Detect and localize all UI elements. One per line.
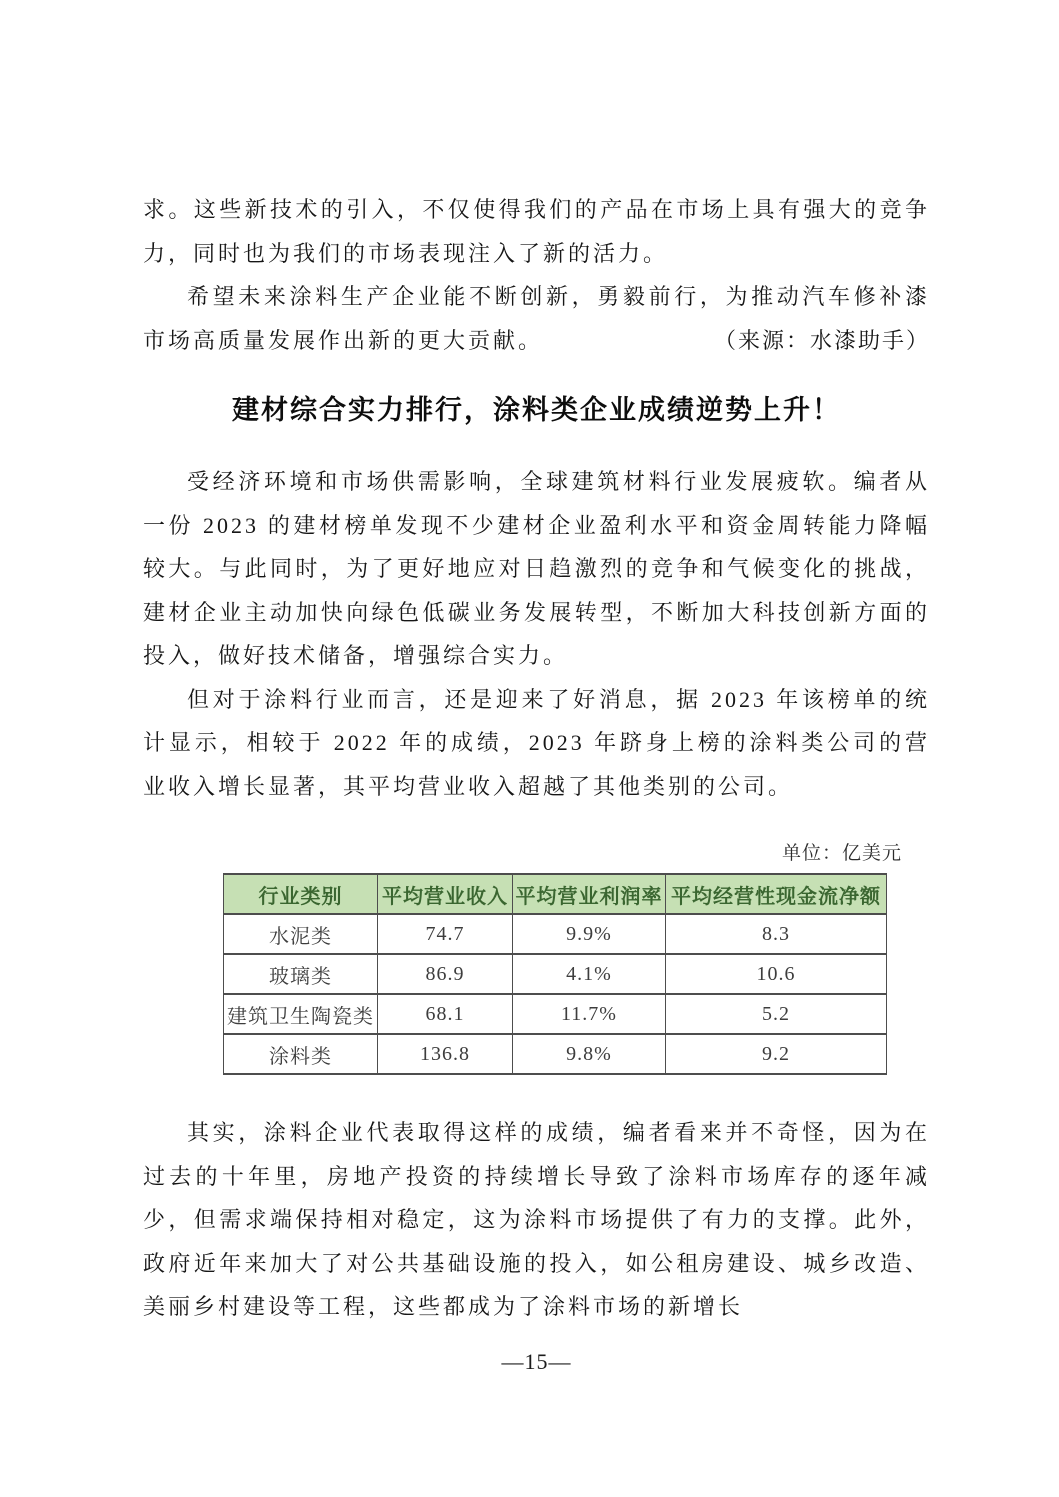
cell-industry: 涂料类 [224,1034,378,1074]
paragraph-coatings-goodnews: 但对于涂料行业而言，还是迎来了好消息，据 2023 年该榜单的统计显示，相较于 2022 年的成绩，2023 年跻身上榜的涂料类公司的营业收入增长显著，其平均营业收入超越了其他类别的公司。 [143,686,930,799]
cell-cashflow: 9.2 [666,1034,887,1074]
table-unit-label: 单位：亿美元 [781,843,902,864]
cell-industry: 水泥类 [224,914,378,954]
cell-cashflow: 8.3 [666,914,887,954]
table-row [224,994,887,1034]
table-row [224,1034,887,1074]
table-header-row [224,874,887,914]
paragraph-continuation: 求。这些新技术的引入，不仅使得我们的产品在市场上具有强大的竞争力，同时也为我们的市场表现注入了新的活力。 [143,197,930,266]
cell-industry: 玻璃类 [224,954,378,994]
column-header-avg-margin: 平均营业利润率 [513,874,666,914]
cell-revenue: 86.9 [378,954,513,994]
paragraph-market-overview: 受经济环境和市场供需影响，全球建筑材料行业发展疲软。编者从一份 2023 的建材榜单发现不少建材企业盈利水平和资金周转能力降幅较大。与此同时，为了更好地应对日趋激烈的竞争和气候变化的挑战，建材企业主动加快向绿色低碳业务发展转型，不断加大科技创新方面的投入，做好技术储备，增强综合实力。 [143,469,930,668]
cell-margin: 4.1% [513,954,666,994]
cell-revenue: 74.7 [378,914,513,954]
table-row [224,954,887,994]
cell-cashflow: 5.2 [666,994,887,1034]
table-row [224,914,887,954]
cell-revenue: 136.8 [378,1034,513,1074]
cell-cashflow: 10.6 [666,954,887,994]
cell-margin: 9.9% [513,914,666,954]
cell-margin: 11.7% [513,994,666,1034]
column-header-industry: 行业类别 [224,874,378,914]
paragraph-hope-text: 希望未来涂料生产企业能不断创新，勇毅前行，为推动汽车修补漆市场高质量发展作出新的更大贡献。 [143,284,930,353]
source-attribution: （来源：水漆助手） [713,327,930,353]
industry-comparison-table [223,873,887,1075]
paragraph-closing: 其实，涂料企业代表取得这样的成绩，编者看来并不奇怪，因为在过去的十年里，房地产投资的持续增长导致了涂料市场库存的逐年减少，但需求端保持相对稳定，这为涂料市场提供了有力的支撑。此外，政府近年来加大了对公共基础设施的投入，如公租房建设、城乡改造、美丽乡村建设等工程，这些都成为了涂料市场的新增长 [143,1120,930,1319]
cell-industry: 建筑卫生陶瓷类 [224,994,378,1034]
cell-revenue: 68.1 [378,994,513,1034]
page-number: —15— [501,1348,572,1374]
column-header-avg-cashflow: 平均经营性现金流净额 [666,874,887,914]
paragraph-hope [143,275,930,362]
article-title: 建材综合实力排行，涂料类企业成绩逆势上升！ [232,395,841,425]
cell-margin: 9.8% [513,1034,666,1074]
column-header-avg-revenue: 平均营业收入 [378,874,513,914]
document-page [143,0,930,1375]
